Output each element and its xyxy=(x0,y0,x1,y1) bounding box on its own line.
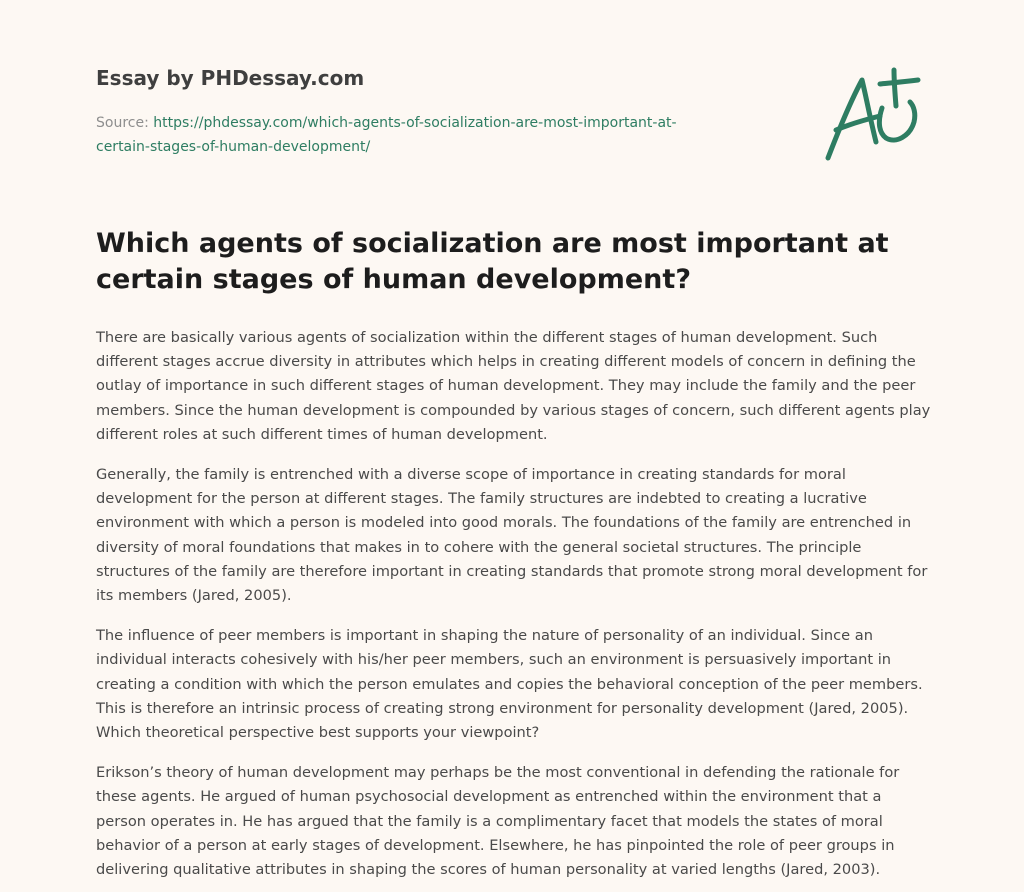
source-link-line-1: https://phdessay.com/which-agents-of-socialization-are-most-important-at- xyxy=(153,115,677,131)
source-link-line-2: certain-stages-of-human-development/ xyxy=(96,139,371,155)
article-body xyxy=(96,326,936,892)
site-title: Essay by PHDessay.com xyxy=(96,66,365,90)
source-line xyxy=(96,111,736,159)
a-plus-logo-icon xyxy=(818,62,930,166)
page-title: Which agents of socialization are most important at certain stages of human development? xyxy=(96,228,889,295)
paragraph: Erikson’s theory of human development may perhaps be the most conventional in defending the rationale for these agents. He argued of human psychosocial development as entrenched within the environment that a person operates in. He has argued that the family is a complimentary facet that models the states of moral behavior of a person at early stages of development. Elsewhere, he has pinpointed the role of peer groups in delivering qualitative attributes in shaping the scores of human personality at varied lengths (Jared, 2003). xyxy=(96,764,900,879)
page-header xyxy=(96,64,796,159)
source-label: Source: xyxy=(96,115,154,131)
paragraph: The influence of peer members is important in shaping the nature of personality of an individual. Since an individual interacts cohesively with his/her peer members, such an environment is persuasively important in creating a condition with which the person emulates and copies the behavioral conception of the peer members. This is therefore an intrinsic process of creating strong environment for personality development (Jared, 2005). Which theoretical perspective best supports your viewpoint? xyxy=(96,627,923,742)
source-link[interactable] xyxy=(96,115,677,155)
paragraph: Generally, the family is entrenched with a diverse scope of importance in creating standards for moral development for the person at different stages. The family structures are indebted to creating a lucrative environment with which a person is modeled into good morals. The foundations of the family are entrenched in diversity of moral foundations that makes in to cohere with the general societal structures. The principle structures of the family are therefore important in creating standards that promote strong moral development for its members (Jared, 2005). xyxy=(96,466,928,605)
paragraph: There are basically various agents of socialization within the different stages of human development. Such different stages accrue diversity in attributes which helps in creating different models of concern in defining the outlay of importance in such different stages of human development. They may include the family and the peer members. Since the human development is compounded by various stages of concern, such different agents play different roles at such different times of human development. xyxy=(96,329,931,443)
